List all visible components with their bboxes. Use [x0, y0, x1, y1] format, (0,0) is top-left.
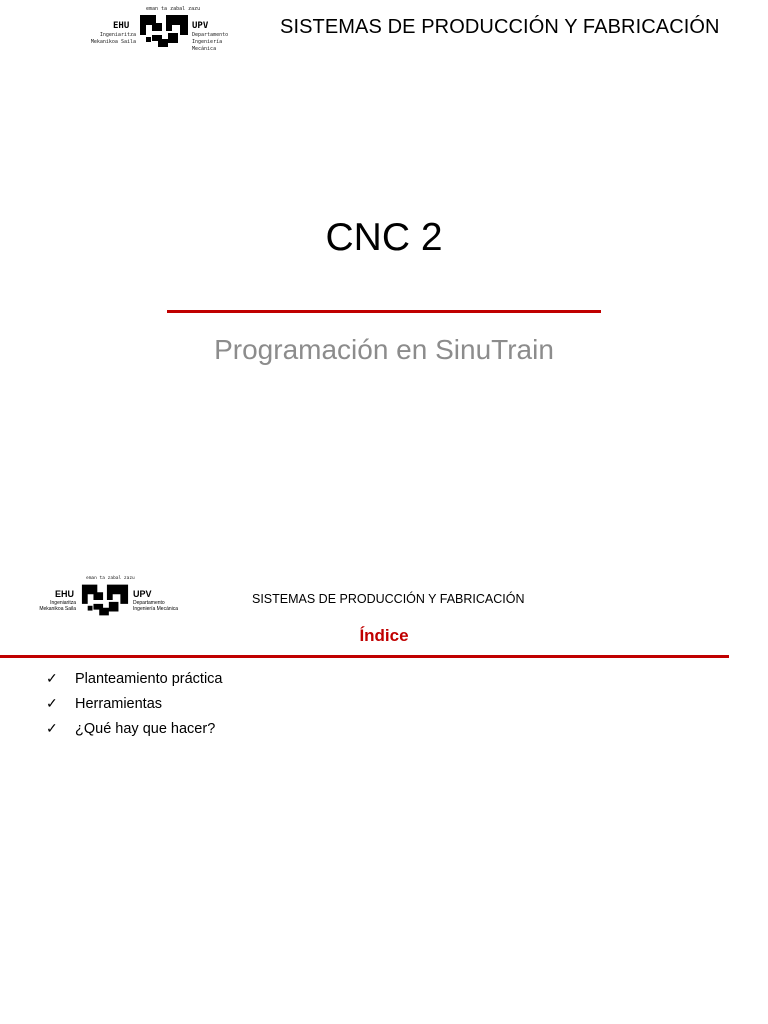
checkmark-icon: ✓	[46, 695, 58, 711]
title-divider	[167, 310, 601, 313]
logo-motto: eman ta zabal zazu	[146, 6, 201, 12]
university-logo	[32, 576, 192, 622]
list-item	[46, 691, 223, 716]
header-title: SISTEMAS DE PRODUCCIÓN Y FABRICACIÓN	[252, 592, 525, 606]
logo-upv: UPV	[133, 589, 152, 599]
index-list	[46, 666, 223, 741]
logo-ehu: EHU	[55, 589, 75, 599]
logo-ehu: EHU	[113, 21, 130, 31]
logo-ehu-line-1: Ingeniaritza	[99, 32, 136, 38]
slide-title: CNC 2	[325, 216, 443, 259]
university-emblem-icon	[138, 13, 190, 49]
list-item-label: Planteamiento práctica	[75, 670, 223, 687]
logo-ehu-line-1: Ingeniaritza	[50, 600, 76, 606]
section-divider	[0, 655, 729, 658]
logo-ehu-line-2: Mekanikoa Saila	[39, 606, 76, 612]
logo-upv: UPV	[192, 21, 209, 31]
logo-ehu-line-2: Mekanikoa Saila	[90, 39, 136, 45]
university-emblem-icon	[80, 582, 130, 618]
list-item-label: ¿Qué hay que hacer?	[75, 720, 216, 737]
logo-motto: eman ta zabal zazu	[86, 576, 135, 581]
logo-upv-line-2: Ingeniería	[192, 39, 223, 45]
section-title: Índice	[359, 626, 409, 645]
logo-upv-line-3: Mecánica	[192, 46, 217, 52]
logo-upv-line-1: Departamento	[192, 32, 229, 38]
checkmark-icon: ✓	[46, 670, 58, 686]
list-item	[46, 716, 223, 741]
checkmark-icon: ✓	[46, 720, 58, 736]
list-item	[46, 666, 223, 691]
logo-upv-line-1: Departamento	[133, 600, 165, 606]
logo-upv-line-2: Ingeniería Mecánica	[133, 606, 179, 612]
university-logo	[76, 6, 241, 58]
header-title: SISTEMAS DE PRODUCCIÓN Y FABRICACIÓN	[280, 16, 720, 38]
list-item-label: Herramientas	[75, 695, 163, 712]
slide-subtitle: Programación en SinuTrain	[214, 334, 554, 365]
